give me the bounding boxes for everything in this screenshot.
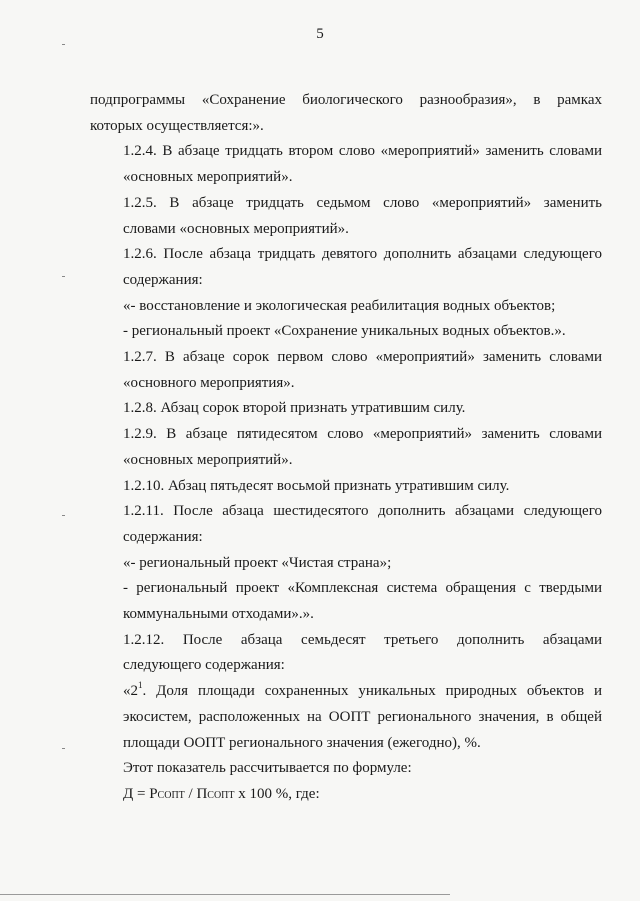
text-line: площади ООПТ регионального значения (ежегодно), %. bbox=[123, 734, 481, 751]
subscript: СОПТ bbox=[157, 789, 185, 801]
scan-mark bbox=[62, 44, 65, 45]
text-line: следующего содержания: bbox=[123, 657, 285, 674]
text-line: 1.2.9. В абзаце пятидесятом слово «мероприятий» заменить словами bbox=[123, 426, 602, 443]
scan-mark bbox=[62, 515, 65, 516]
text-line: подпрограммы «Сохранение биологического разнообразия», в рамках bbox=[90, 92, 602, 108]
text-line: экосистем, расположенных на ООПТ регионального значения, в общей bbox=[123, 708, 602, 725]
bottom-rule bbox=[0, 894, 450, 895]
document-body bbox=[90, 88, 602, 809]
formula-part: x 100 %, где: bbox=[234, 785, 320, 802]
text-line: 1.2.7. В абзаце сорок первом слово «мероприятий» заменить словами bbox=[123, 349, 602, 366]
formula bbox=[90, 782, 602, 809]
paragraph: «- региональный проект «Чистая страна»; bbox=[123, 554, 392, 571]
text-line: «основных мероприятий». bbox=[123, 451, 293, 468]
paragraph: - региональный проект «Сохранение уникальных водных объектов.». bbox=[123, 323, 566, 340]
formula-part: Д = Р bbox=[123, 785, 158, 802]
text-line: - региональный проект «Комплексная система обращения с твердыми bbox=[123, 580, 602, 597]
text-line: которых осуществляется:». bbox=[90, 117, 264, 134]
paragraph: 1.2.10. Абзац пятьдесят восьмой признать утратившим силу. bbox=[123, 477, 510, 494]
paragraph bbox=[90, 242, 602, 293]
text-line: «основных мероприятий». bbox=[123, 169, 293, 186]
paragraph bbox=[90, 422, 602, 473]
text-line: словами «основных мероприятий». bbox=[123, 220, 349, 237]
text-line: 1.2.5. В абзаце тридцать седьмом слово «мероприятий» заменить bbox=[123, 194, 602, 211]
paragraph bbox=[90, 345, 602, 396]
scan-mark bbox=[62, 748, 65, 749]
paragraph bbox=[90, 191, 602, 242]
paragraph bbox=[90, 499, 602, 550]
paragraph bbox=[90, 139, 602, 190]
text-run: . Доля площади сохраненных уникальных природных объектов и bbox=[142, 683, 602, 700]
text-line: коммунальными отходами».». bbox=[123, 606, 314, 623]
text-line: содержания: bbox=[123, 271, 203, 288]
page-number: 5 bbox=[316, 26, 324, 42]
paragraph bbox=[90, 576, 602, 627]
text-line: 1.2.6. После абзаца тридцать девятого дополнить абзацами следующего bbox=[123, 246, 602, 263]
scan-mark bbox=[62, 276, 65, 277]
paragraph bbox=[90, 628, 602, 679]
paragraph bbox=[90, 88, 602, 139]
superscript: 1 bbox=[138, 680, 143, 691]
text-line: 1.2.11. После абзаца шестидесятого дополнить абзацами следующего bbox=[123, 503, 602, 520]
text-line bbox=[90, 679, 602, 705]
text-line: «основного мероприятия». bbox=[123, 374, 295, 391]
text-line: содержания: bbox=[123, 528, 203, 545]
paragraph: 1.2.8. Абзац сорок второй признать утратившим силу. bbox=[123, 400, 466, 417]
text-line: 1.2.12. После абзаца семьдесят третьего дополнить абзацами bbox=[123, 631, 602, 648]
text-line: 1.2.4. В абзаце тридцать втором слово «мероприятий» заменить словами bbox=[123, 143, 602, 160]
subscript: СОПТ bbox=[207, 789, 235, 801]
paragraph bbox=[90, 679, 602, 756]
paragraph: Этот показатель рассчитывается по формуле: bbox=[123, 760, 412, 777]
quote-open: «2 bbox=[123, 683, 138, 700]
formula-part: / П bbox=[184, 785, 208, 802]
paragraph: «- восстановление и экологическая реабилитация водных объектов; bbox=[123, 297, 556, 314]
